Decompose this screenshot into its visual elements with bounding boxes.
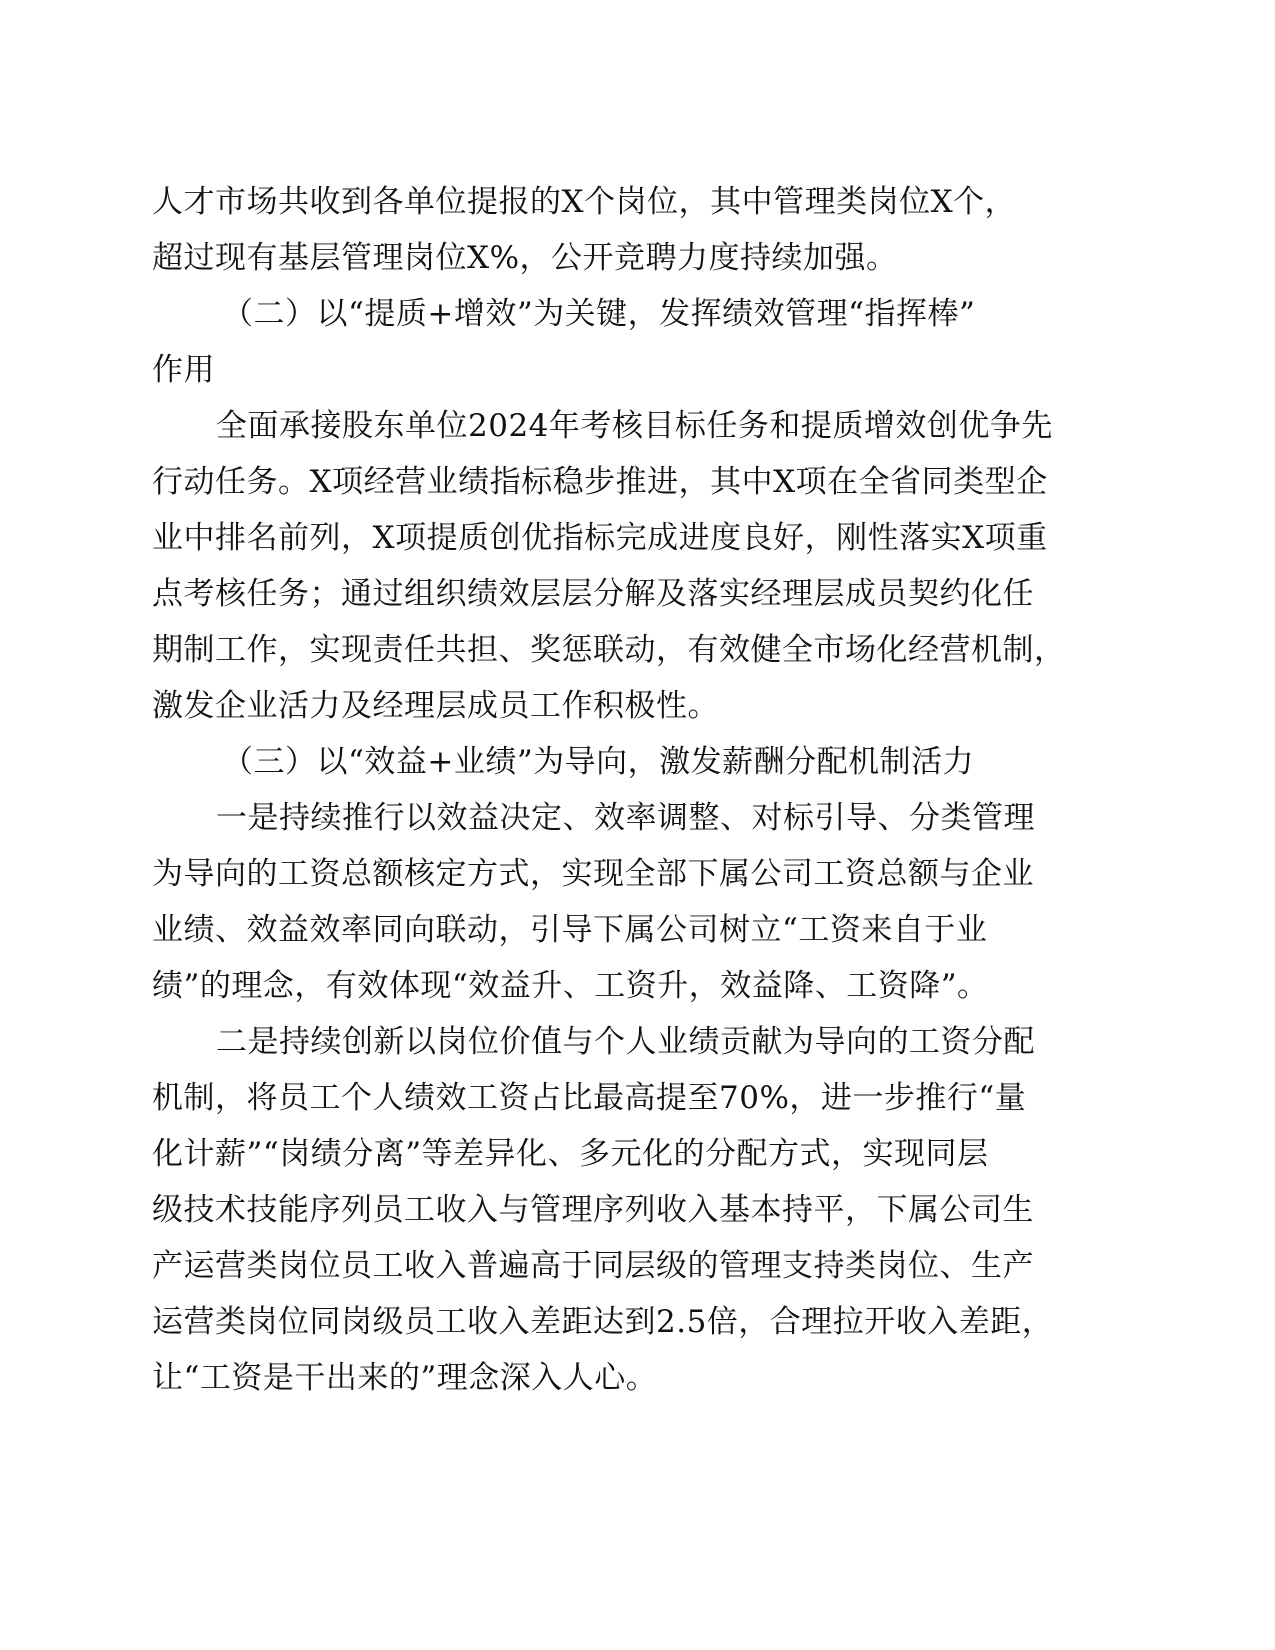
body-text-line: 超过现有基层管理岗位X%，公开竞聘力度持续加强。 [152, 240, 898, 276]
body-text-line: 让“工资是干出来的”理念深入人心。 [152, 1360, 658, 1396]
body-text-line: 绩”的理念，有效体现“效益升、工资升，效益降、工资降”。 [152, 968, 989, 1004]
body-text-line: 期制工作，实现责任共担、奖惩联动，有效健全市场化经营机制， [152, 632, 1066, 668]
body-text-line: 行动任务。X项经营业绩指标稳步推进，其中X项在全省同类型企 [152, 464, 1048, 500]
body-text-line: 一是持续推行以效益决定、效率调整、对标引导、分类管理 [216, 800, 1035, 836]
body-text-line: 机制，将员工个人绩效工资占比最高提至70%，进一步推行“量 [152, 1080, 1027, 1116]
section-heading-2-continued: 作用 [152, 352, 215, 388]
body-text-line: 业绩、效益效率同向联动，引导下属公司树立“工资来自于业 [152, 912, 988, 948]
body-text-line: 二是持续创新以岗位价值与个人业绩贡献为导向的工资分配 [216, 1024, 1035, 1060]
body-text-line: 产运营类岗位员工收入普遍高于同层级的管理支持类岗位、生产 [152, 1248, 1034, 1284]
body-text-line: 全面承接股东单位2024年考核目标任务和提质增效创优争先 [216, 408, 1053, 444]
body-text-line: 激发企业活力及经理层成员工作积极性。 [152, 688, 719, 724]
section-heading-2: （二）以“提质+增效”为关键，发挥绩效管理“指挥棒” [222, 296, 976, 332]
body-text-line: 运营类岗位同岗级员工收入差距达到2.5倍，合理拉开收入差距， [152, 1304, 1054, 1340]
section-heading-3: （三）以“效益+业绩”为导向，激发薪酬分配机制活力 [222, 744, 975, 780]
body-text-line: 为导向的工资总额核定方式，实现全部下属公司工资总额与企业 [152, 856, 1034, 892]
body-text-line: 点考核任务；通过组织绩效层层分解及落实经理层成员契约化任 [152, 576, 1034, 612]
body-text-line: 业中排名前列，X项提质创优指标完成进度良好，刚性落实X项重 [152, 520, 1048, 556]
body-text-line: 人才市场共收到各单位提报的X个岗位，其中管理类岗位X个， [152, 184, 1017, 220]
body-text-line: 化计薪”“岗绩分离”等差异化、多元化的分配方式，实现同层 [152, 1136, 989, 1172]
body-text-line: 级技术技能序列员工收入与管理序列收入基本持平，下属公司生 [152, 1192, 1034, 1228]
